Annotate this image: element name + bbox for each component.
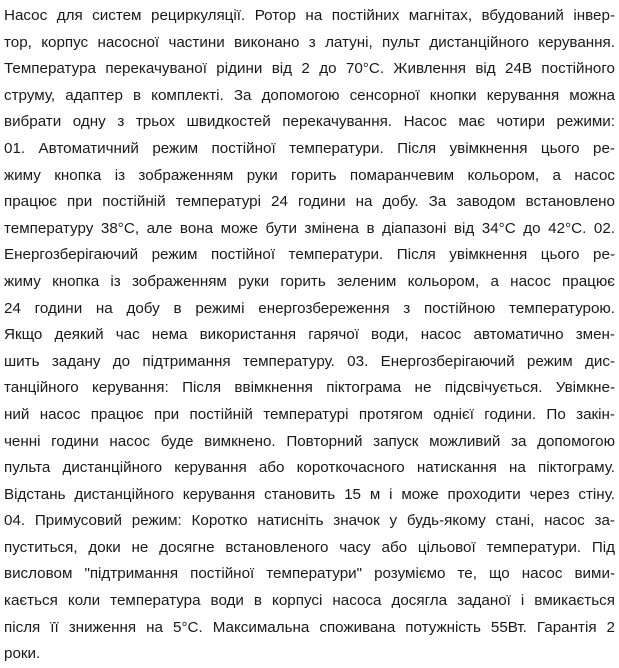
text-line: 01. Автоматичний режим постійної температури. Після увімкнення цього ре- — [4, 139, 615, 157]
text-line: Відстань дистанційного керування становить 15 м і може проходити через стіну. — [4, 485, 615, 503]
text-line: роки. — [4, 645, 41, 663]
text-line: кається коли температура води в корпусі насоса досягла заданої і вмикається — [4, 592, 615, 610]
text-line: 24 години на добу в режимі енергозбереження з постійною температурою. — [4, 299, 615, 317]
text-line: Якщо деякий час нема використання гарячої води, насос автоматично змен- — [4, 326, 615, 344]
text-line: працює при постійній температурі 24 години на добу. За заводом встановлено — [4, 193, 615, 211]
text-line: 04. Примусовий режим: Коротко натисніть значок у будь-якому стані, насос за- — [4, 512, 615, 530]
text-line: Енергозберігаючий режим постійної температури. Після увімкнення цього ре- — [4, 246, 615, 264]
text-line: пуститься, доки не досягне встановленого часу або цільової температури. Під — [4, 538, 615, 556]
text-line: температуру 38°C, але вона може бути змінена в діапазоні від 34°C до 42°C. 02. — [4, 219, 615, 237]
text-line: жиму кнопка із зображенням руки горить помаранчевим кольором, а насос — [4, 166, 615, 184]
text-line: висловом "підтримання постійної температури" розуміємо те, що насос вими- — [4, 565, 615, 583]
text-line: пульта дистанційного керування або короткочасного натискання на піктограму. — [4, 459, 615, 477]
text-line: Насос для систем рециркуляції. Ротор на постійних магнітах, вбудований інвер- — [4, 7, 615, 24]
text-line: шить задану до підтримання температуру. 03. Енергозберігаючий режим дис- — [4, 352, 615, 370]
text-line: тор, корпус насосної частини виконано з латуні, пульт дистанційного керування. — [4, 33, 615, 51]
text-line: струму, адаптер в комплекті. За допомогою сенсорної кнопки керування можна — [4, 86, 615, 104]
text-line: Температура перекачуваної рідини від 2 до 70°C. Живлення від 24В постійного — [4, 60, 615, 78]
text-line: вибрати одну з трьох швидкостей перекачування. Насос має чотири режими: — [4, 113, 615, 131]
text-line: після її зниження на 5°C. Максимальна споживана потужність 55Вт. Гарантія 2 — [4, 618, 615, 636]
product-description — [4, 3, 615, 668]
text-line: ченні години насос буде вимкнено. Повторний запуск можливий за допомогою — [4, 432, 615, 450]
text-line: ний насос працює при постійній температурі протягом однієї години. По закін- — [4, 405, 615, 423]
text-line: жиму кнопка із зображенням руки горить зеленим кольором, а насос працює — [4, 272, 615, 290]
text-line: танційного керування: Після ввімкнення піктограма не підсвічується. Увімкне- — [4, 379, 615, 397]
